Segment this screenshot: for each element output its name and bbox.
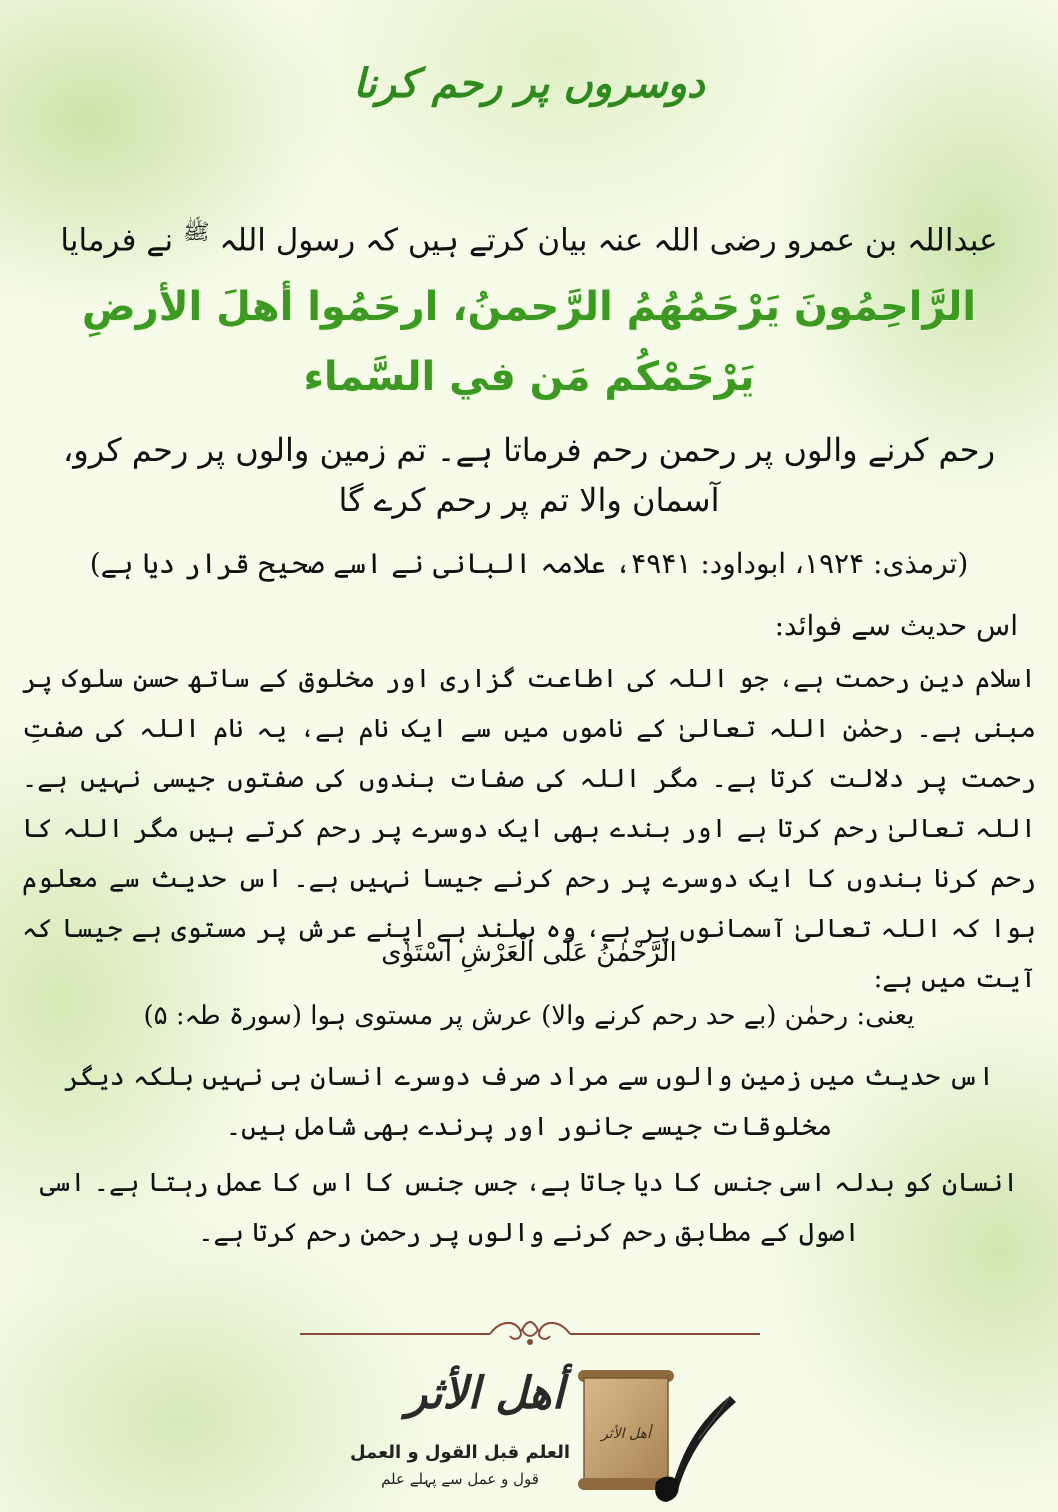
hadith-reference: (ترمذی: ۱۹۲۴، ابوداود: ۴۹۴۱، علامہ البانی نے اسے صحیح قرار دیا ہے) <box>89 547 969 580</box>
intro-text: عبداللہ بن عمرو رضی اللہ عنہ بیان کرتے ہیں کہ رسول اللہ <box>219 222 998 259</box>
logo <box>340 1360 740 1510</box>
logo-tagline-urdu: قول و عمل سے پہلے علم <box>381 1470 539 1488</box>
hadith-translation: رحم کرنے والوں پر رحمن رحم فرماتا ہے۔ تم زمین والوں پر رحم کرو، آسمان والا تم پر رحم کرے گا <box>62 431 996 519</box>
benefits-paragraph: اسلام دین رحمت ہے، جو اللہ کی اطاعت گزاری اور مخلوق کے ساتھ حسن سلوک پر مبنی ہے۔ رحمٰن اللہ تعالیٰ کے ناموں میں سے ایک نام ہے، یہ نام اللہ کی صفتِ رحمت پر دلالت کرتا ہے۔ مگر اللہ کی صفات بندوں کی صفتوں جیسی نہیں ہے۔ اللہ تعالیٰ رحم کرتا ہے اور بندے بھی ایک دوسرے پر رحم کرتے ہیں مگر اللہ کا رحم کرنا بندوں کا ایک دوسرے پر رحم کرنے جیسا نہیں ہے۔ اس حدیث سے معلوم ہوا کہ اللہ تعالیٰ آسمانوں پر ہے، وہ بلند ہے اپنے عرش پر مستوی ہے جیسا کہ آیت میں ہے: <box>22 664 1036 994</box>
hadith-arabic: الرَّاحِمُونَ يَرْحَمُهُمُ الرَّحمنُ، ارحَمُوا أهلَ الأرضِ يَرْحَمْكُم مَن في السَّماء <box>81 284 977 400</box>
scroll-and-quill-icon <box>570 1360 740 1508</box>
intro-suffix: نے فرمایا <box>60 222 174 259</box>
salutation-glyph: ﷺ <box>182 220 210 245</box>
divider-ornament-icon <box>300 1312 760 1352</box>
quran-ayah: الرَّحْمٰنُ عَلَى الْعَرْشِ اسْتَوٰى <box>381 938 677 968</box>
hadith-intro <box>60 208 998 265</box>
ayah-meaning: یعنی: رحمٰن (بے حد رحم کرنے والا) عرش پر مستوی ہوا (سورۃ طہ: ۵) <box>143 1001 915 1031</box>
benefit-note-recompense: انسان کو بدلہ اسی جنس کا دیا جاتا ہے، جس جنس کا اس کا عمل رہتا ہے۔ اسی اصول کے مطابق رحم کرنے والوں پر رحمن رحم کرتا ہے۔ <box>39 1168 1019 1248</box>
logo-name: أهل الأثر <box>406 1368 564 1419</box>
scroll-text: أهل الأثر <box>601 1426 651 1442</box>
page-title: دوسروں پر رحم کرنا <box>353 60 705 107</box>
benefit-note-creatures: اس حدیث میں زمین والوں سے مراد صرف دوسرے انسان ہی نہیں بلکہ دیگر مخلوقات جیسے جانور اور پرندے بھی شامل ہیں۔ <box>63 1062 995 1142</box>
logo-tagline-arabic: العلم قبل القول و العمل <box>349 1442 571 1463</box>
benefits-heading: اس حدیث سے فوائد: <box>774 609 1018 642</box>
